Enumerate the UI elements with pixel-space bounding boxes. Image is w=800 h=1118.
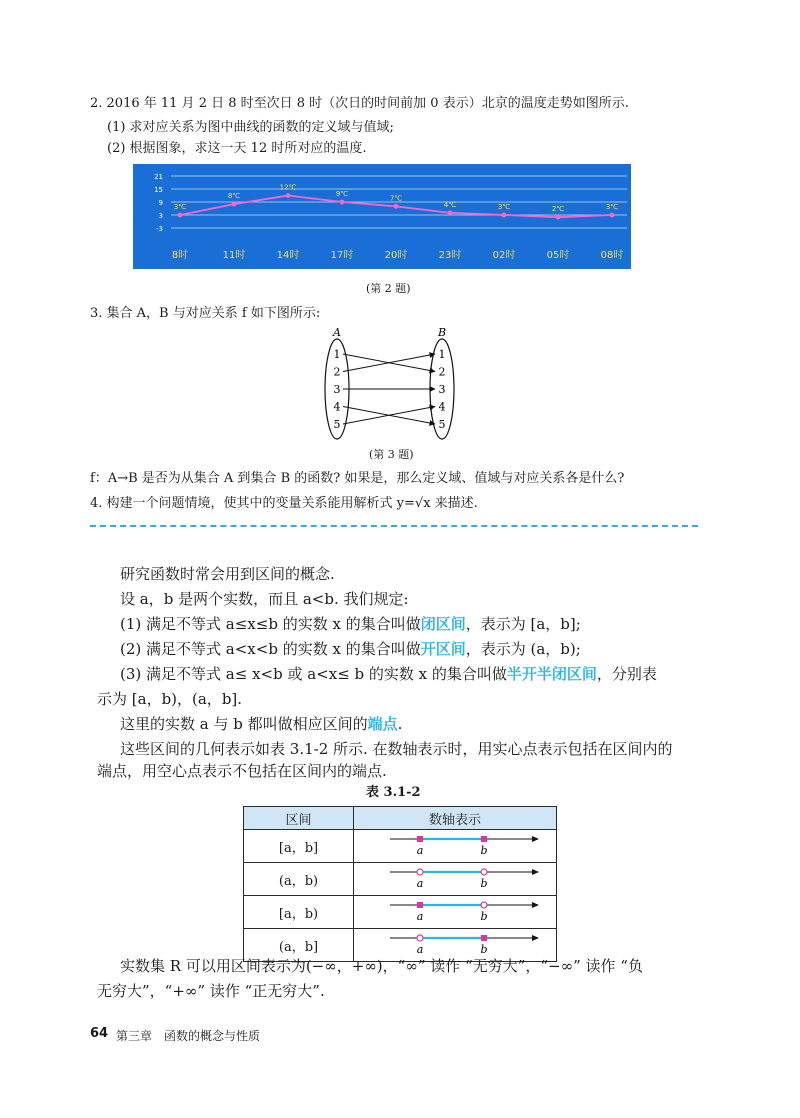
section-divider — [90, 525, 698, 527]
term-open-interval: 开区间 — [420, 640, 466, 658]
number-line-cell — [354, 830, 557, 863]
x-tick-label: 02时 — [492, 250, 516, 261]
interval-table — [243, 806, 557, 962]
body-paragraph-9: 端点，用空心点表示不包括在区间内的端点. — [97, 762, 387, 780]
endpoint-definition — [120, 713, 402, 735]
y-tick-label: 21 — [154, 173, 163, 181]
set-b-element: 2 — [438, 365, 446, 379]
number-line-cell — [354, 896, 557, 929]
body-paragraph-8: 这些区间的几何表示如表 3.1-2 所示. 在数轴表示时，用实心点表示包括在区间内的 — [120, 740, 673, 758]
endpoint-a-hollow — [417, 935, 423, 941]
data-point — [178, 213, 183, 218]
set-a-element: 5 — [333, 418, 341, 431]
table-row — [244, 863, 557, 896]
term-half-open-interval: 半开半闭区间 — [506, 665, 597, 683]
set-b-element: 3 — [438, 383, 446, 396]
definition-half-open-text: (3) 满足不等式 a≤ x<b 或 a<x≤ b 的实数 x 的集合叫做 — [120, 665, 507, 683]
x-tick-label: 08时 — [600, 250, 624, 261]
term-endpoint: 端点 — [367, 715, 398, 733]
endpoint-b-hollow — [481, 869, 487, 875]
data-point — [286, 193, 291, 198]
point-b-label: b — [480, 910, 488, 923]
endpoint-text: 这里的实数 a 与 b 都叫做相应区间的 — [120, 715, 368, 733]
definition-half-open-notation: 示为 [a，b)，(a，b]. — [97, 690, 243, 708]
set-a-element: 3 — [333, 383, 341, 396]
point-b-label: b — [480, 943, 488, 956]
definition-half-open — [120, 663, 657, 685]
definition-open-notation: ，表示为 (a，b); — [465, 640, 581, 658]
y-tick-label: 15 — [154, 186, 163, 194]
header-interval: 区间 — [244, 807, 354, 830]
data-point — [448, 210, 453, 215]
point-a-label: a — [416, 943, 424, 956]
data-label: 9℃ — [335, 190, 349, 198]
number-line-cell — [354, 863, 557, 896]
table-row — [244, 896, 557, 929]
number-line — [360, 929, 550, 957]
endpoint-a-solid — [417, 902, 423, 908]
data-label: 7℃ — [389, 194, 403, 203]
exercise-3-caption: (第 3 题) — [369, 448, 414, 461]
body-paragraph-1: 研究函数时常会用到区间的概念. — [120, 565, 335, 583]
number-line — [360, 896, 550, 924]
table-row — [244, 830, 557, 863]
set-a-label: A — [333, 326, 341, 339]
header-number-line: 数轴表示 — [354, 807, 557, 830]
definition-half-open-tail: ，分别表 — [596, 665, 657, 683]
x-tick-label: 8时 — [171, 250, 189, 261]
exercise-3-question: f：A→B 是否为从集合 A 到集合 B 的函数? 如果是，那么定义域、值域与对应关系各是什么? — [90, 471, 625, 486]
data-label: 2℃ — [551, 205, 565, 214]
endpoint-b-hollow — [481, 902, 487, 908]
data-point — [502, 213, 507, 218]
set-b-label: B — [437, 326, 447, 339]
data-label: 3℃ — [173, 203, 187, 211]
set-b-element: 5 — [438, 418, 446, 431]
y-tick-label: 9 — [158, 199, 163, 207]
point-a-label: a — [416, 877, 424, 890]
interval-notation: [a，b) — [244, 896, 354, 929]
chapter-title: 第三章 函数的概念与性质 — [116, 1029, 261, 1043]
set-b-element: 4 — [438, 400, 446, 414]
page-number: 64 — [90, 1026, 109, 1041]
exercise-2-sub2: (2) 根据图象，求这一天 12 时所对应的温度. — [107, 141, 367, 156]
number-line — [360, 830, 550, 858]
data-point — [232, 202, 237, 207]
interval-notation: (a，b] — [244, 929, 354, 962]
data-label: 3℃ — [497, 203, 511, 211]
endpoint-b-solid — [481, 935, 487, 941]
x-tick-label: 23时 — [438, 250, 462, 261]
definition-closed-text: (1) 满足不等式 a≤x≤b 的实数 x 的集合叫做 — [120, 615, 421, 633]
data-label: 12℃ — [279, 183, 297, 192]
y-tick-label: 3 — [158, 212, 163, 220]
body-paragraph-10: 实数集 R 可以用区间表示为(−∞，+∞)，“∞” 读作 “无穷大”，“−∞” 读作 “负 — [120, 957, 643, 975]
body-paragraph-11: 无穷大”，“+∞” 读作 “正无穷大”. — [97, 982, 325, 1000]
endpoint-a-hollow — [417, 869, 423, 875]
definition-open-text: (2) 满足不等式 a<x<b 的实数 x 的集合叫做 — [120, 640, 421, 658]
set-b-element: 1 — [438, 348, 446, 361]
endpoint-period: . — [397, 715, 403, 733]
table-header-row — [244, 807, 557, 830]
exercise-2-sub1: (1) 求对应关系为图中曲线的函数的定义域与值域; — [107, 120, 394, 135]
data-label: 4℃ — [443, 200, 457, 209]
interval-notation: (a，b) — [244, 863, 354, 896]
mapping-diagram — [320, 326, 470, 444]
table-title: 表 3.1-2 — [366, 785, 421, 800]
definition-open — [120, 638, 581, 660]
definition-closed — [120, 613, 581, 635]
data-label: 3℃ — [605, 203, 619, 211]
set-a-element: 1 — [333, 348, 341, 361]
x-tick-label: 05时 — [546, 250, 570, 261]
set-a-element: 4 — [333, 400, 341, 414]
set-a-element: 2 — [333, 365, 341, 379]
exercise-2-text: 2. 2016 年 11 月 2 日 8 时至次日 8 时（次日的时间前加 0 表示）北京的温度走势如图所示. — [90, 96, 629, 111]
point-b-label: b — [480, 877, 488, 890]
x-tick-label: 14时 — [276, 250, 300, 261]
exercise-2-caption: (第 2 题) — [366, 282, 411, 295]
term-closed-interval: 闭区间 — [420, 615, 466, 633]
point-b-label: b — [480, 844, 488, 857]
interval-notation: [a，b] — [244, 830, 354, 863]
endpoint-b-solid — [481, 836, 487, 842]
endpoint-a-solid — [417, 836, 423, 842]
temperature-chart — [133, 164, 631, 269]
data-point — [610, 213, 615, 218]
data-point — [556, 215, 561, 220]
definition-closed-notation: ，表示为 [a，b]; — [465, 615, 581, 633]
y-tick-label: -3 — [156, 225, 163, 233]
data-point — [340, 200, 345, 205]
number-line — [360, 863, 550, 891]
point-a-label: a — [416, 910, 424, 923]
x-tick-label: 11时 — [222, 250, 246, 261]
data-point — [394, 204, 399, 209]
body-paragraph-2: 设 a，b 是两个实数，而且 a<b. 我们规定: — [120, 590, 409, 608]
data-label: 8℃ — [227, 192, 241, 201]
point-a-label: a — [416, 844, 424, 857]
exercise-4-text: 4. 构建一个问题情境，使其中的变量关系能用解析式 y=√x 来描述. — [90, 496, 478, 511]
x-tick-label: 20时 — [384, 250, 408, 261]
temperature-chart-svg — [133, 164, 631, 269]
exercise-3-text: 3. 集合 A，B 与对应关系 f 如下图所示: — [90, 306, 321, 321]
x-tick-label: 17时 — [330, 250, 354, 261]
